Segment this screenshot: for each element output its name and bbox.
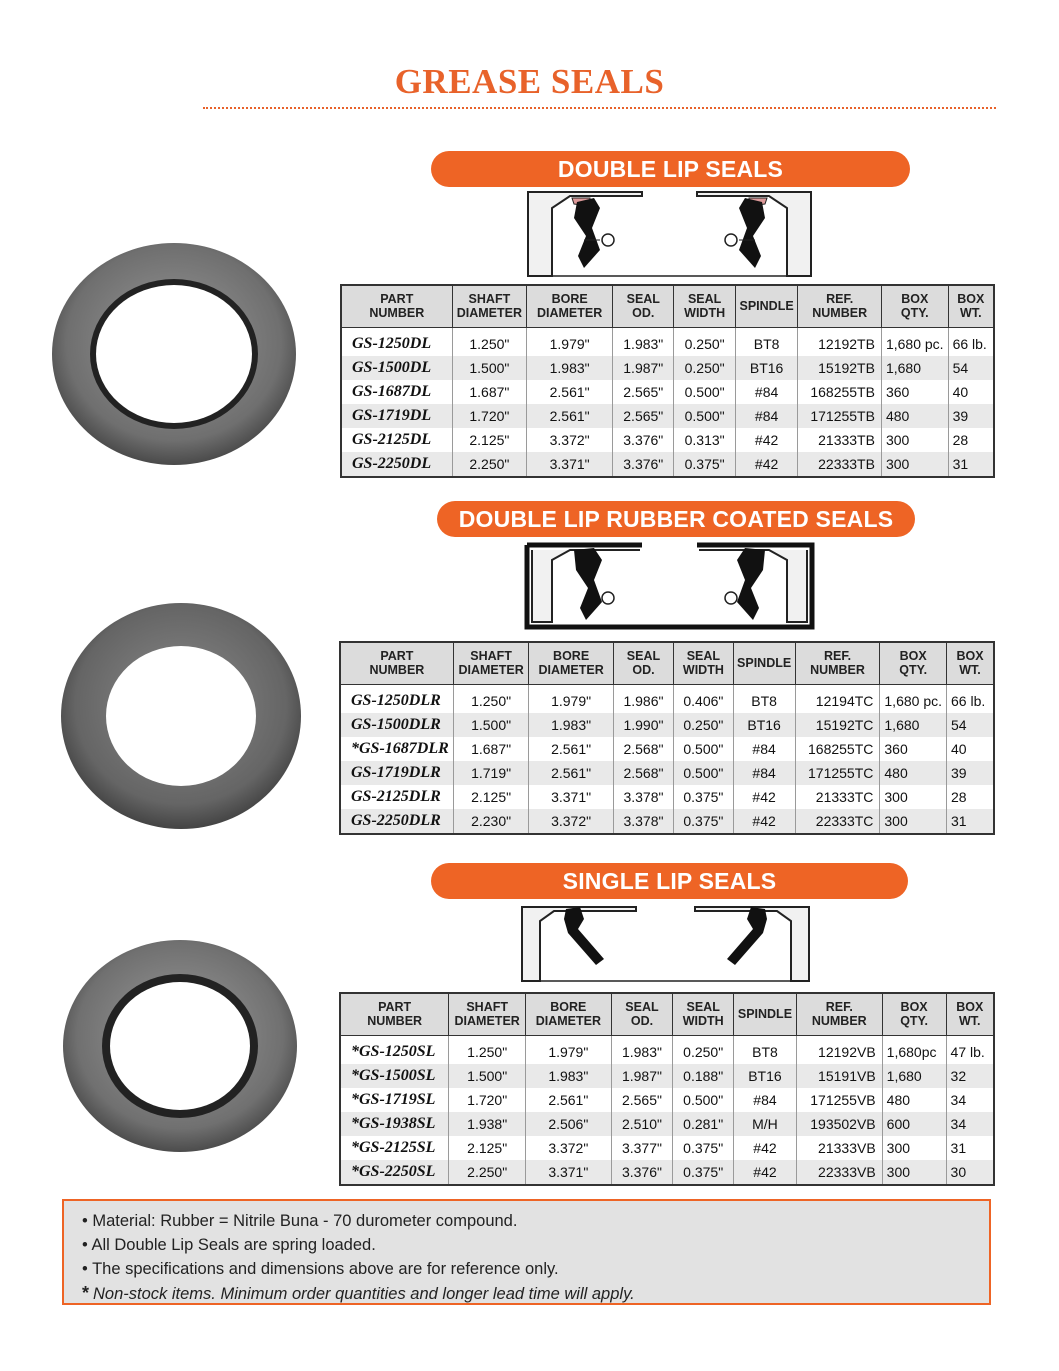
table-cell: BT8 xyxy=(734,1035,797,1064)
table-cell: 0.188" xyxy=(673,1064,734,1088)
table-cell: 2.510" xyxy=(611,1112,673,1136)
table-cell: #42 xyxy=(734,1160,797,1185)
table-cell: 31 xyxy=(946,1136,994,1160)
part-number-cell: GS-1687DL xyxy=(341,380,452,404)
table-cell: 1.250" xyxy=(453,684,529,713)
table-cell: 0.375" xyxy=(674,452,735,477)
table-cell: 2.561" xyxy=(527,380,613,404)
table-cell: 2.506" xyxy=(526,1112,612,1136)
table-cell: 0.313" xyxy=(674,428,735,452)
table-cell: 15192TC xyxy=(795,713,880,737)
table-cell: 0.250" xyxy=(674,327,735,356)
table-cell: #84 xyxy=(733,761,795,785)
table-cell: 0.500" xyxy=(673,1088,734,1112)
table-cell: 1.720" xyxy=(452,404,527,428)
table-cell: 1.983" xyxy=(613,327,674,356)
part-number-cell: GS-1500DLR xyxy=(340,713,453,737)
table-cell: 22333TB xyxy=(798,452,882,477)
table-cell: 1.987" xyxy=(613,356,674,380)
table-cell: 360 xyxy=(880,737,947,761)
table-cell: 171255TC xyxy=(795,761,880,785)
col-header: SEAL WIDTH xyxy=(674,285,735,327)
table-cell: 3.372" xyxy=(527,428,613,452)
table-cell: 22333TC xyxy=(795,809,880,834)
single-lip-seals-table xyxy=(339,992,995,1186)
col-header: SHAFT DIAMETER xyxy=(449,993,526,1035)
part-number-cell: *GS-1687DLR xyxy=(340,737,453,761)
table-cell: 28 xyxy=(947,785,995,809)
table-cell: 0.281" xyxy=(673,1112,734,1136)
table-cell: 2.565" xyxy=(611,1088,673,1112)
part-number-cell: GS-1250DLR xyxy=(340,684,453,713)
table-cell: 1,680 pc. xyxy=(880,684,947,713)
table-cell: 2.561" xyxy=(529,761,613,785)
col-header: BORE DIAMETER xyxy=(526,993,612,1035)
part-number-cell: GS-2250DL xyxy=(341,452,452,477)
table-cell: 30 xyxy=(946,1160,994,1185)
table-cell: 39 xyxy=(947,761,995,785)
table-cell: 2.125" xyxy=(452,428,527,452)
table-cell: 3.376" xyxy=(611,1160,673,1185)
table-cell: 0.375" xyxy=(674,785,733,809)
double-lip-rubber-coated-seal-cross-section-diagram xyxy=(522,540,817,632)
footnote-text: Non-stock items. Minimum order quantities and longer lead time will apply. xyxy=(93,1285,635,1303)
note-line: • Material: Rubber = Nitrile Buna - 70 durometer compound. xyxy=(82,1212,518,1230)
table-cell: 54 xyxy=(948,356,994,380)
table-cell: 0.250" xyxy=(673,1035,734,1064)
table-cell: #84 xyxy=(734,1088,797,1112)
table-cell: 1.720" xyxy=(449,1088,526,1112)
table-cell: 2.561" xyxy=(527,404,613,428)
table-cell: 300 xyxy=(882,1160,946,1185)
col-header: SEAL WIDTH xyxy=(674,642,733,684)
col-header: BOX WT. xyxy=(948,285,994,327)
part-number-cell: GS-2250DLR xyxy=(340,809,453,834)
table-cell: 2.125" xyxy=(449,1136,526,1160)
note-line: • The specifications and dimensions above are for reference only. xyxy=(82,1260,559,1278)
double-lip-rubber-coated-seals-table xyxy=(339,641,995,835)
table-row xyxy=(340,737,994,761)
table-cell: 300 xyxy=(880,785,947,809)
col-header: BOX WT. xyxy=(947,642,995,684)
table-cell: 300 xyxy=(881,452,948,477)
table-cell: 1.983" xyxy=(527,356,613,380)
table-cell: 480 xyxy=(882,1088,946,1112)
table-cell: 3.377" xyxy=(611,1136,673,1160)
table-row xyxy=(341,356,994,380)
table-cell: 3.372" xyxy=(526,1136,612,1160)
table-row xyxy=(340,761,994,785)
table-cell: #84 xyxy=(733,737,795,761)
table-cell: 3.371" xyxy=(529,785,613,809)
table-cell: 2.568" xyxy=(613,737,673,761)
part-number-cell: GS-1719DLR xyxy=(340,761,453,785)
table-cell: 0.375" xyxy=(673,1160,734,1185)
table-cell: 40 xyxy=(948,380,994,404)
col-header: BORE DIAMETER xyxy=(527,285,613,327)
table-cell: 1.500" xyxy=(449,1064,526,1088)
table-cell: 0.500" xyxy=(674,380,735,404)
table-cell: 2.125" xyxy=(453,785,529,809)
part-number-cell: *GS-1500SL xyxy=(340,1064,449,1088)
table-cell: 21333VB xyxy=(796,1136,882,1160)
section-title-single-lip: SINGLE LIP SEALS xyxy=(431,863,908,899)
table-cell: 3.376" xyxy=(613,452,674,477)
double-lip-rubber-coated-seal-photo xyxy=(60,601,303,831)
table-cell: 2.561" xyxy=(526,1088,612,1112)
table-cell: 3.371" xyxy=(527,452,613,477)
col-header: PART NUMBER xyxy=(340,993,449,1035)
table-cell: 1.979" xyxy=(529,684,613,713)
table-row xyxy=(341,452,994,477)
title-divider xyxy=(203,107,996,109)
section-title-double-lip-rubber-coated: DOUBLE LIP RUBBER COATED SEALS xyxy=(437,501,915,537)
table-cell: 0.500" xyxy=(674,761,733,785)
table-header-row xyxy=(341,285,994,327)
table-cell: 2.565" xyxy=(613,404,674,428)
table-cell: 34 xyxy=(946,1112,994,1136)
double-lip-seal-photo xyxy=(50,241,298,467)
table-cell: 0.250" xyxy=(674,713,733,737)
table-row xyxy=(340,785,994,809)
table-cell: 1,680 xyxy=(882,1064,946,1088)
table-cell: 15191VB xyxy=(796,1064,882,1088)
table-cell: 1.983" xyxy=(529,713,613,737)
table-cell: 1.687" xyxy=(453,737,529,761)
col-header: SEAL OD. xyxy=(613,642,673,684)
table-row xyxy=(340,1160,994,1185)
table-cell: 21333TB xyxy=(798,428,882,452)
table-cell: 15192TB xyxy=(798,356,882,380)
col-header: REF. NUMBER xyxy=(798,285,882,327)
footnote-marker: * xyxy=(82,1283,90,1303)
table-cell: 3.371" xyxy=(526,1160,612,1185)
table-cell: 1.987" xyxy=(611,1064,673,1088)
table-cell: 168255TC xyxy=(795,737,880,761)
table-cell: #42 xyxy=(733,785,795,809)
col-header: SHAFT DIAMETER xyxy=(452,285,527,327)
table-cell: 22333VB xyxy=(796,1160,882,1185)
table-cell: 480 xyxy=(880,761,947,785)
table-cell: 1.719" xyxy=(453,761,529,785)
table-cell: 31 xyxy=(948,452,994,477)
table-cell: 3.378" xyxy=(613,785,673,809)
table-cell: 480 xyxy=(881,404,948,428)
table-cell: 1,680pc xyxy=(882,1035,946,1064)
table-cell: 21333TC xyxy=(795,785,880,809)
col-header: PART NUMBER xyxy=(340,642,453,684)
double-lip-seals-table xyxy=(340,284,995,478)
table-cell: M/H xyxy=(734,1112,797,1136)
table-cell: 1.983" xyxy=(526,1064,612,1088)
col-header: SEAL OD. xyxy=(611,993,673,1035)
table-row xyxy=(340,1112,994,1136)
table-cell: 1.986" xyxy=(613,684,673,713)
table-cell: 31 xyxy=(947,809,995,834)
part-number-cell: *GS-2250SL xyxy=(340,1160,449,1185)
table-cell: 54 xyxy=(947,713,995,737)
single-lip-seal-photo xyxy=(62,939,298,1153)
table-cell: 39 xyxy=(948,404,994,428)
table-row xyxy=(340,684,994,713)
table-cell: 2.230" xyxy=(453,809,529,834)
table-cell: 2.250" xyxy=(449,1160,526,1185)
table-cell: 1.938" xyxy=(449,1112,526,1136)
table-cell: BT16 xyxy=(733,713,795,737)
table-cell: #42 xyxy=(735,428,798,452)
table-cell: 2.568" xyxy=(613,761,673,785)
footnote-line xyxy=(82,1281,989,1305)
part-number-cell: GS-1719DL xyxy=(341,404,452,428)
note-line: • All Double Lip Seals are spring loaded. xyxy=(82,1236,376,1254)
notes-box xyxy=(62,1199,991,1305)
table-cell: 1.990" xyxy=(613,713,673,737)
table-row xyxy=(341,404,994,428)
col-header: REF. NUMBER xyxy=(796,993,882,1035)
table-header-row xyxy=(340,993,994,1035)
table-cell: 34 xyxy=(946,1088,994,1112)
table-cell: #42 xyxy=(733,809,795,834)
table-row xyxy=(341,428,994,452)
table-cell: BT8 xyxy=(735,327,798,356)
table-cell: 300 xyxy=(881,428,948,452)
table-cell: 3.378" xyxy=(613,809,673,834)
table-cell: 1,680 xyxy=(881,356,948,380)
table-cell: 66 lb. xyxy=(948,327,994,356)
col-header: PART NUMBER xyxy=(341,285,452,327)
table-cell: 12192TB xyxy=(798,327,882,356)
table-cell: 0.375" xyxy=(674,809,733,834)
table-cell: 0.500" xyxy=(674,404,735,428)
page-title: GREASE SEALS xyxy=(394,62,665,101)
table-cell: 1.979" xyxy=(527,327,613,356)
table-cell: 1,680 pc. xyxy=(881,327,948,356)
table-cell: 600 xyxy=(882,1112,946,1136)
table-cell: 0.500" xyxy=(674,737,733,761)
col-header: BOX QTY. xyxy=(880,642,947,684)
col-header: SEAL OD. xyxy=(613,285,674,327)
col-header: SHAFT DIAMETER xyxy=(453,642,529,684)
table-row xyxy=(340,1088,994,1112)
table-cell: 12192VB xyxy=(796,1035,882,1064)
table-cell: 1.500" xyxy=(452,356,527,380)
part-number-cell: GS-1250DL xyxy=(341,327,452,356)
part-number-cell: GS-1500DL xyxy=(341,356,452,380)
table-cell: 1.687" xyxy=(452,380,527,404)
part-number-cell: GS-2125DL xyxy=(341,428,452,452)
table-cell: 168255TB xyxy=(798,380,882,404)
table-cell: 300 xyxy=(882,1136,946,1160)
table-cell: 3.376" xyxy=(613,428,674,452)
table-cell: 2.561" xyxy=(529,737,613,761)
table-cell: 3.372" xyxy=(529,809,613,834)
table-cell: 300 xyxy=(880,809,947,834)
table-cell: #42 xyxy=(735,452,798,477)
col-header: BOX QTY. xyxy=(882,993,946,1035)
table-cell: 2.250" xyxy=(452,452,527,477)
section-title-double-lip: DOUBLE LIP SEALS xyxy=(431,151,910,187)
table-cell: 66 lb. xyxy=(947,684,995,713)
table-cell: 40 xyxy=(947,737,995,761)
table-cell: 193502VB xyxy=(796,1112,882,1136)
col-header: BOX QTY. xyxy=(881,285,948,327)
table-row xyxy=(341,380,994,404)
table-cell: BT16 xyxy=(734,1064,797,1088)
table-row xyxy=(340,1136,994,1160)
table-row xyxy=(340,1035,994,1064)
table-cell: 1.250" xyxy=(452,327,527,356)
part-number-cell: *GS-1250SL xyxy=(340,1035,449,1064)
part-number-cell: GS-2125DLR xyxy=(340,785,453,809)
col-header: BORE DIAMETER xyxy=(529,642,613,684)
table-row xyxy=(340,809,994,834)
table-cell: BT16 xyxy=(735,356,798,380)
table-cell: #84 xyxy=(735,380,798,404)
table-cell: 0.250" xyxy=(674,356,735,380)
col-header: BOX WT. xyxy=(946,993,994,1035)
table-row xyxy=(340,1064,994,1088)
table-cell: 12194TC xyxy=(795,684,880,713)
table-cell: 171255TB xyxy=(798,404,882,428)
table-cell: 2.565" xyxy=(613,380,674,404)
part-number-cell: *GS-1938SL xyxy=(340,1112,449,1136)
table-cell: 0.406" xyxy=(674,684,733,713)
col-header: SEAL WIDTH xyxy=(673,993,734,1035)
part-number-cell: *GS-1719SL xyxy=(340,1088,449,1112)
single-lip-seal-cross-section-diagram xyxy=(518,903,813,988)
table-cell: 1.500" xyxy=(453,713,529,737)
table-cell: 28 xyxy=(948,428,994,452)
table-cell: 47 lb. xyxy=(946,1035,994,1064)
table-cell: 32 xyxy=(946,1064,994,1088)
table-header-row xyxy=(340,642,994,684)
table-row xyxy=(340,713,994,737)
table-cell: 0.375" xyxy=(673,1136,734,1160)
table-cell: #84 xyxy=(735,404,798,428)
table-cell: BT8 xyxy=(733,684,795,713)
table-cell: 1.983" xyxy=(611,1035,673,1064)
table-cell: 360 xyxy=(881,380,948,404)
col-header: SPINDLE xyxy=(734,993,797,1035)
table-cell: 171255VB xyxy=(796,1088,882,1112)
col-header: REF. NUMBER xyxy=(795,642,880,684)
table-cell: #42 xyxy=(734,1136,797,1160)
table-cell: 1,680 xyxy=(880,713,947,737)
col-header: SPINDLE xyxy=(735,285,798,327)
part-number-cell: *GS-2125SL xyxy=(340,1136,449,1160)
table-cell: 1.979" xyxy=(526,1035,612,1064)
col-header: SPINDLE xyxy=(733,642,795,684)
table-cell: 1.250" xyxy=(449,1035,526,1064)
table-row xyxy=(341,327,994,356)
double-lip-seal-cross-section-diagram xyxy=(522,188,817,280)
